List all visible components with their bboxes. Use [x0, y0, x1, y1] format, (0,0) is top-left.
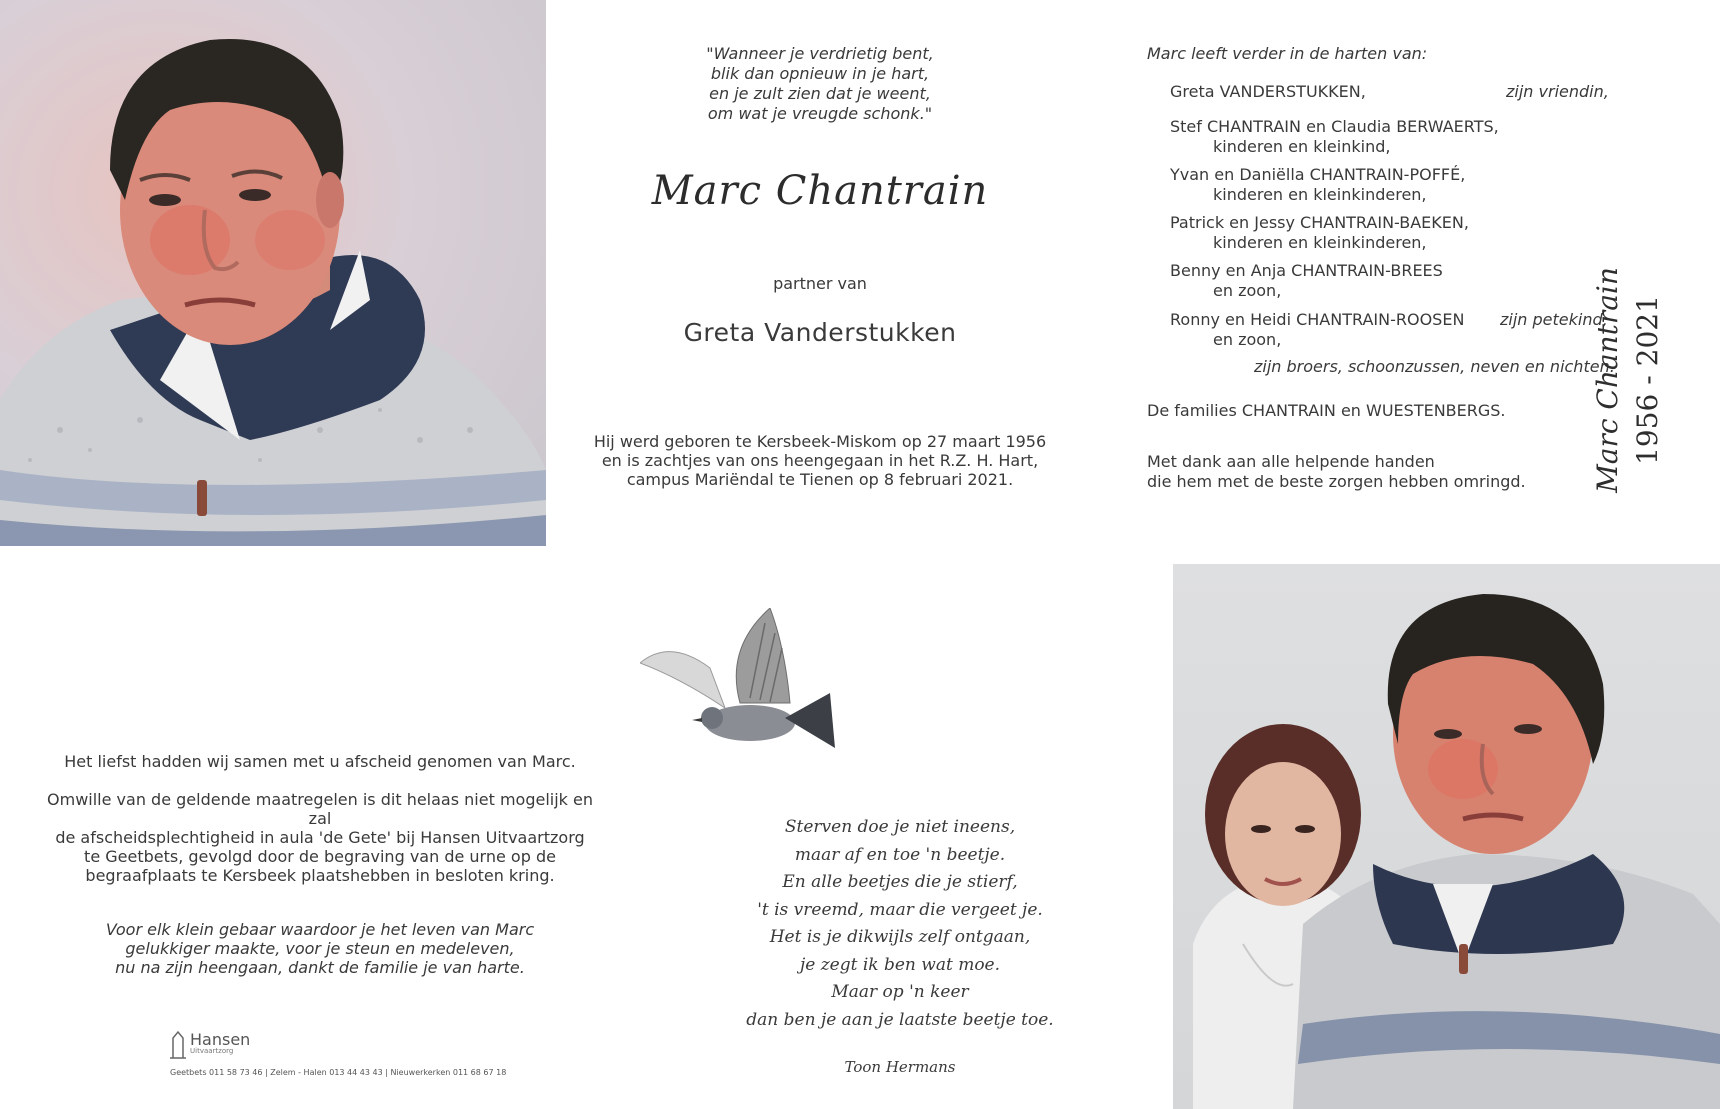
siblings-line: zijn broers, schoonzussen, neven en nichten.	[1254, 357, 1615, 376]
farewell-line: de afscheidsplechtigheid in aula 'de Gete' bij Hansen Uitvaartzorg	[55, 828, 585, 847]
birth-death-text	[570, 432, 1070, 489]
poem-line: Sterven doe je niet ineens,	[784, 817, 1016, 837]
quote-line: en je zult zien dat je weent,	[709, 84, 931, 103]
spine-years: 1956 - 2021	[1631, 295, 1664, 465]
farewell-line: begraafplaats te Kersbeek plaatshebben in besloten kring.	[85, 866, 555, 885]
relative-name: Greta VANDERSTUKKEN,	[1170, 82, 1366, 101]
farewell-line: Voor elk klein gebaar waardoor je het leven van Marc	[105, 920, 535, 939]
poem-line: Maar op 'n keer	[831, 982, 969, 1002]
couple-illustration	[1173, 564, 1720, 1109]
relatives-intro: Marc leeft verder in de harten van:	[1147, 44, 1428, 63]
farewell-line: te Geetbets, gevolgd door de begraving van de urne op de	[84, 847, 556, 866]
birth-line: campus Mariëndal te Tienen op 8 februari 2021.	[626, 470, 1014, 489]
farewell-line: nu na zijn heengaan, dankt de familie je van harte.	[115, 958, 525, 977]
farewell-p1: Het liefst hadden wij samen met u afscheid genomen van Marc.	[64, 752, 576, 771]
poem	[740, 814, 1060, 1034]
poem-line: Het is je dikwijls zelf ontgaan,	[769, 927, 1031, 947]
opening-quote	[640, 44, 1000, 124]
relative-entry	[1170, 213, 1469, 253]
thanks-text	[1147, 452, 1526, 492]
relative-entry	[1170, 82, 1366, 102]
relative-relation: en zoon,	[1213, 281, 1282, 300]
spine-label	[1588, 250, 1708, 510]
quote-line: om wat je vreugde schonk."	[707, 104, 933, 123]
farewell-line: Omwille van de geldende maatregelen is dit helaas niet mogelijk en zal	[47, 790, 593, 828]
relative-entry	[1170, 117, 1499, 157]
quote-line: blik dan opnieuw in je hart,	[710, 64, 930, 83]
partner-name: Greta Vanderstukken	[683, 318, 957, 347]
deceased-name: Marc Chantrain	[651, 168, 989, 214]
relative-entry	[1170, 310, 1464, 350]
quote-line: "Wanneer je verdrietig bent,	[706, 44, 934, 63]
farewell-p3	[40, 920, 600, 977]
funeral-home-sub: Uitvaartzorg	[190, 1047, 234, 1055]
partner-label: partner van	[773, 274, 867, 293]
relative-name: Stef CHANTRAIN en Claudia BERWAERTS,	[1170, 117, 1499, 136]
poem-line: 't is vreemd, maar die vergeet je.	[757, 899, 1043, 920]
relative-relation: kinderen en kleinkind,	[1213, 137, 1391, 156]
birth-line: Hij werd geboren te Kersbeek-Miskom op 27 maart 1956	[593, 432, 1047, 451]
church-icon	[170, 1030, 186, 1060]
relative-name: Benny en Anja CHANTRAIN-BREES	[1170, 261, 1443, 280]
relative-role: zijn petekind,	[1500, 310, 1608, 329]
relative-relation: kinderen en kleinkinderen,	[1213, 233, 1427, 252]
poem-line: je zegt ik ben wat moe.	[799, 954, 1001, 975]
poem-line: maar af en toe 'n beetje.	[794, 844, 1006, 865]
poem-line: En alle beetjes die je stierf,	[782, 872, 1018, 892]
relative-relation: en zoon,	[1213, 330, 1282, 349]
funeral-home-contact: Geetbets 011 58 73 46 | Zelem - Halen 013 44 43 43 | Nieuwerkerken 011 68 67 18	[170, 1068, 507, 1077]
thanks-line: Met dank aan alle helpende handen	[1147, 452, 1435, 471]
thanks-line: die hem met de beste zorgen hebben omringd.	[1147, 472, 1526, 491]
relative-name: Yvan en Daniëlla CHANTRAIN-POFFÉ,	[1170, 165, 1466, 184]
relative-entry	[1170, 261, 1443, 301]
birth-line: en is zachtjes van ons heengegaan in het R.Z. H. Hart,	[601, 451, 1039, 470]
poem-line: dan ben je aan je laatste beetje toe.	[746, 1009, 1054, 1030]
spine-name: Marc Chantrain	[1591, 267, 1624, 493]
couple-photo	[1173, 564, 1720, 1109]
dove-icon	[640, 608, 840, 788]
relative-entry	[1170, 165, 1465, 205]
portrait-illustration	[0, 0, 546, 546]
farewell-p2	[40, 790, 600, 885]
relative-name: Patrick en Jessy CHANTRAIN-BAEKEN,	[1170, 213, 1469, 232]
families-line: De families CHANTRAIN en WUESTENBERGS.	[1147, 401, 1506, 420]
portrait-photo	[0, 0, 546, 546]
relative-name: Ronny en Heidi CHANTRAIN-ROOSEN	[1170, 310, 1465, 329]
funeral-home-name: Hansen	[190, 1030, 251, 1049]
relative-role: zijn vriendin,	[1506, 82, 1609, 101]
farewell-line: gelukkiger maakte, voor je steun en medeleven,	[125, 939, 515, 958]
relative-relation: kinderen en kleinkinderen,	[1213, 185, 1427, 204]
poem-author: Toon Hermans	[844, 1058, 956, 1076]
